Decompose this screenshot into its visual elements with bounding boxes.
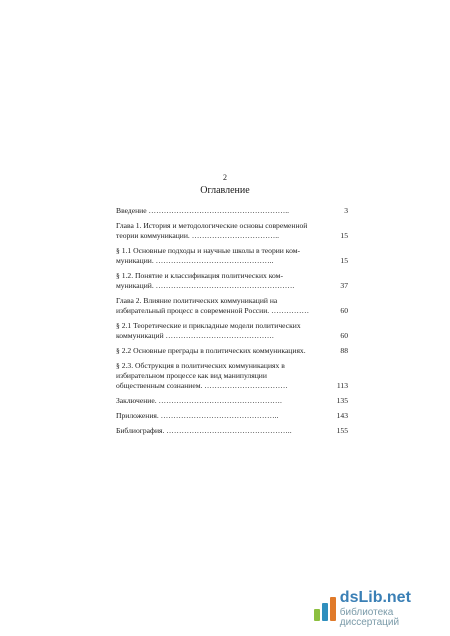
- toc-entry-page: 37: [340, 281, 348, 291]
- toc-entry-page: 15: [340, 256, 348, 266]
- toc-entry: [116, 321, 348, 341]
- dslib-watermark: [312, 590, 450, 628]
- toc-entry-line: § 2.2 Основные преграды в политических коммуникациях.: [116, 346, 306, 356]
- toc-entry-title: [116, 271, 316, 291]
- toc-entry-title: [116, 426, 316, 436]
- toc-entry-page: 88: [340, 346, 348, 356]
- toc-entry-line: § 1.1 Основные подходы и научные школы в теории ком-: [116, 246, 301, 256]
- toc-entry-title: [116, 296, 316, 316]
- toc-entry-page: 155: [336, 426, 348, 436]
- page-number: 2: [223, 173, 227, 182]
- toc-entry-page: 3: [344, 206, 348, 215]
- watermark-name: dsLib.net: [339, 589, 411, 606]
- toc-entry-line: теории коммуникации. ……………………………..: [116, 231, 280, 241]
- toc-entry-line: Библиография. …………………………………………..: [116, 426, 292, 436]
- toc-entry-line: § 2.3. Обструкция в политических коммуникациях в: [116, 361, 285, 371]
- toc-entry-page: 135: [336, 396, 348, 406]
- toc-entry-line: избирательный процесс в современной России. ……………: [116, 306, 310, 316]
- toc-entry-line: коммуникаций …………………………………….: [116, 331, 274, 341]
- toc-entry: [116, 206, 348, 216]
- watermark-subtitle: библиотека диссертаций: [339, 607, 400, 628]
- toc-entry-page: 113: [336, 381, 348, 391]
- toc-entry-title: [116, 321, 316, 341]
- toc-entry-line: Введение ………………………………………………..: [116, 206, 289, 215]
- toc-entry: [116, 411, 348, 421]
- toc-entry-line: общественным сознанием. ……………………………: [116, 381, 288, 391]
- toc-entry-page: 60: [340, 306, 348, 316]
- toc-entry-line: § 2.1 Теоретические и прикладные модели политических: [116, 321, 301, 331]
- toc-title: Оглавление: [200, 185, 250, 196]
- toc-entry-line: муникации. ………………………………………..: [116, 256, 274, 266]
- dslib-logo-icon: [312, 597, 337, 621]
- toc-entry-title: [116, 396, 316, 406]
- toc-entry-title: [116, 221, 316, 241]
- toc-entry-line: Глава 1. История и методологические основы современной: [116, 221, 308, 231]
- toc-entry: [116, 361, 348, 391]
- toc-entry-line: избирательном процессе как вид манипуляции: [116, 371, 267, 381]
- toc-entry: [116, 271, 348, 291]
- toc-entry-title: [116, 246, 316, 266]
- toc-entry-title: [116, 346, 316, 356]
- toc-entry-title: [116, 206, 316, 216]
- toc-entry: [116, 396, 348, 406]
- toc-entry-line: Глава 2. Влияние политических коммуникаций на: [116, 296, 278, 306]
- toc-entry-page: 15: [340, 231, 348, 241]
- toc-entry: [116, 426, 348, 436]
- toc-entry: [116, 221, 348, 241]
- toc-entry: [116, 296, 348, 316]
- toc-entry-line: Приложения. ………………………………………..: [116, 411, 279, 421]
- table-of-contents: [116, 206, 348, 436]
- toc-entry-line: § 1.2. Понятие и классификация политических ком-: [116, 271, 284, 281]
- toc-entry-line: муникаций. ……………………………………………….: [116, 281, 295, 291]
- toc-entry-title: [116, 411, 316, 421]
- toc-entry-page: 60: [340, 331, 348, 341]
- toc-entry-line: Заключение. ………………………………………….: [116, 396, 282, 406]
- toc-entry: [116, 346, 348, 356]
- toc-entry-page: 143: [336, 411, 348, 421]
- toc-entry-title: [116, 361, 316, 391]
- toc-entry: [116, 246, 348, 266]
